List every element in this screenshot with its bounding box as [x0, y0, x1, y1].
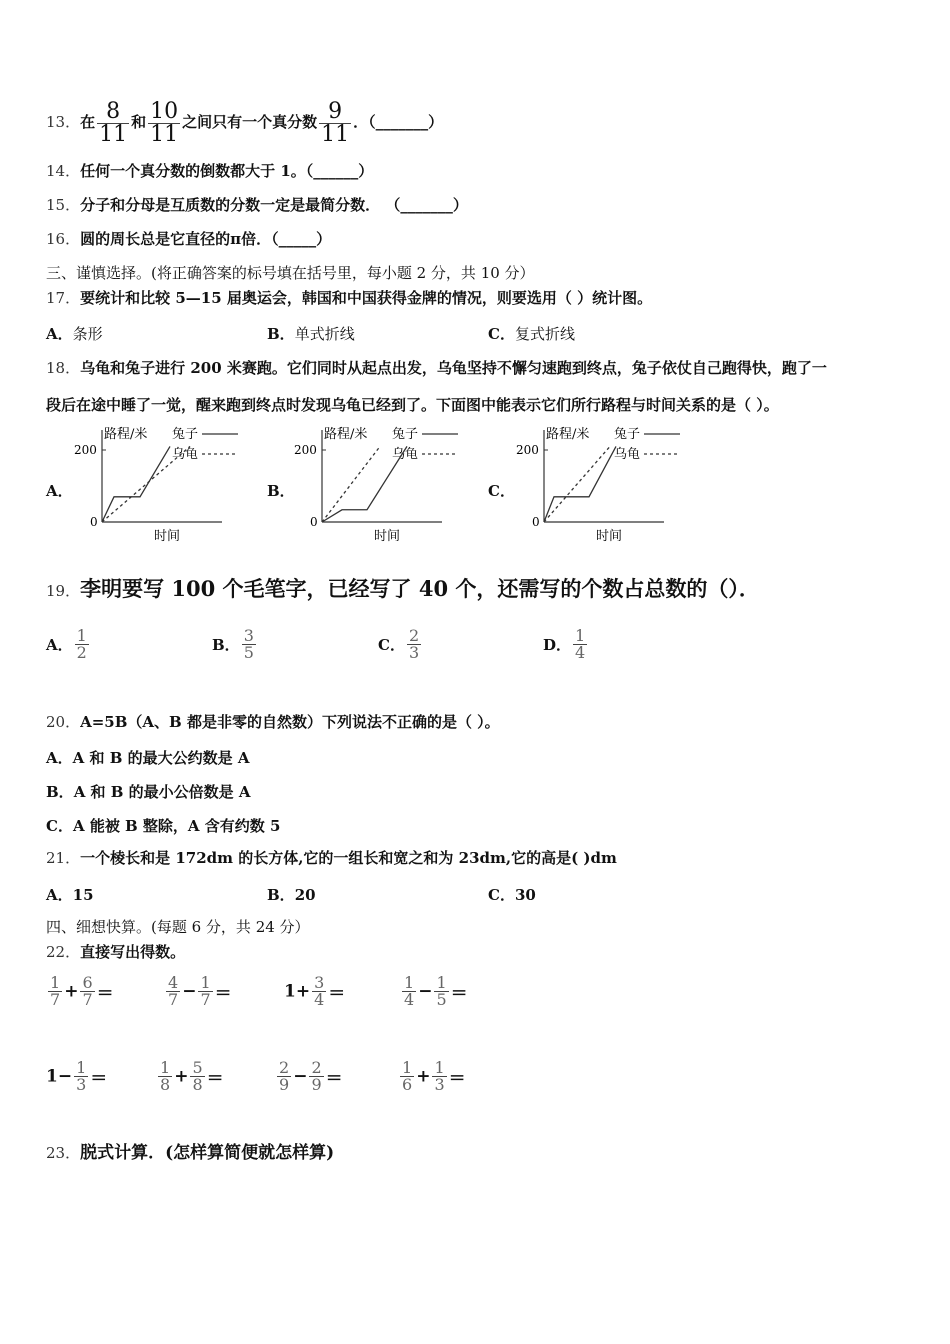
series-line-turtle — [102, 446, 190, 522]
question-19: 19．李明要写 100 个毛笔字，已经写了 40 个，还需写的个数占总数的（）． — [46, 576, 760, 601]
legend-rabbit: 兔子 — [172, 427, 199, 442]
y-axis-label: 路程/米 — [546, 427, 590, 442]
y-axis-label: 路程/米 — [104, 427, 148, 442]
fraction: $\frac{2}{3}$ — [408, 626, 420, 662]
question-23: 23．脱式计算．(怎样算简便就怎样算) — [46, 1143, 335, 1163]
q19-option-b[interactable]: B． $\frac{3}{5}$ — [212, 626, 254, 662]
calc-item: 1− $\frac{1}{3}$ ＝ — [46, 1058, 108, 1094]
fraction: $\frac{3}{5}$ — [243, 626, 254, 662]
question-14: 14．任何一个真分数的倒数都大于 1。（______） — [46, 162, 374, 180]
question-17: 17．要统计和比较 5—15 届奥运会，韩国和中国获得金牌的情况，则要选用（ ）统计图。 — [46, 289, 653, 307]
q18-option-c[interactable]: C． — [488, 482, 515, 500]
question-21: 21．一个棱长和是 172dm 的长方体,它的一组长和宽之和为 23dm,它的高是( )dm — [46, 849, 617, 867]
q18-chart-a — [72, 420, 242, 545]
fraction: $\frac{1}{2}$ — [76, 626, 87, 662]
q17-option-b[interactable]: B．单式折线 — [267, 325, 355, 343]
question-18-line2: 段后在途中睡了一觉，醒来跑到终点时发现乌龟已经到了。下面图中能表示它们所行路程与时间关系的是（ ）。 — [46, 396, 779, 414]
fraction: $\frac{9}{11}$ — [321, 98, 350, 147]
series-line-turtle — [544, 446, 610, 522]
y-tick-label: 200 — [294, 443, 317, 457]
q19-option-d[interactable]: D． $\frac{1}{4}$ — [543, 626, 586, 662]
legend-rabbit: 兔子 — [392, 427, 419, 442]
question-18: 18．乌龟和兔子进行 200 米赛跑。它们同时从起点出发，乌龟坚持不懈匀速跑到终点，兔子依仗自己跑得快，跑了一 — [46, 359, 827, 377]
x-axis-label: 时间 — [154, 529, 181, 544]
legend-turtle: 乌龟 — [614, 447, 641, 462]
origin-label: 0 — [90, 515, 98, 529]
q21-option-b[interactable]: B．20 — [267, 886, 316, 904]
series-line-rabbit — [102, 446, 170, 522]
q19-option-c[interactable]: C． $\frac{2}{3}$ — [378, 626, 420, 662]
series-line-turtle — [322, 446, 380, 522]
q18-chart-b — [292, 420, 462, 545]
legend-turtle: 乌龟 — [392, 447, 419, 462]
question-20: 20．A=5B（A、B 都是非零的自然数）下列说法不正确的是（ ）。 — [46, 713, 500, 731]
legend-turtle: 乌龟 — [172, 447, 199, 462]
legend-rabbit: 兔子 — [614, 427, 641, 442]
origin-label: 0 — [310, 515, 318, 529]
question-13: 13．在 $\frac{8}{11}$ 和 $\frac{10}{11}$ 之间只有一个真分数 $\frac{9}{11}$ ．（_______） — [46, 98, 444, 147]
q17-option-a[interactable]: A．条形 — [46, 325, 103, 343]
q20-option-c[interactable]: C．A 能被 B 整除，A 含有约数 5 — [46, 817, 281, 835]
fraction: $\frac{8}{11}$ — [99, 98, 128, 147]
y-tick-label: 200 — [516, 443, 539, 457]
calc-item: $\frac{1}{7}$ + $\frac{6}{7}$ ＝ — [50, 973, 114, 1009]
calc-item: $\frac{1}{4}$ − $\frac{1}{5}$ ＝ — [404, 973, 468, 1009]
calc-item: $\frac{4}{7}$ − $\frac{1}{7}$ ＝ — [168, 973, 232, 1009]
q17-option-c[interactable]: C．复式折线 — [488, 325, 575, 343]
q21-option-c[interactable]: C．30 — [488, 886, 536, 904]
q18-option-b[interactable]: B． — [267, 482, 295, 500]
calc-item: $\frac{1}{6}$ + $\frac{1}{3}$ ＝ — [402, 1058, 466, 1094]
fraction: $\frac{10}{11}$ — [150, 98, 179, 147]
q18-chart-c — [514, 420, 684, 545]
fraction: $\frac{1}{4}$ — [575, 626, 586, 662]
calc-item: $\frac{2}{9}$ − $\frac{2}{9}$ ＝ — [279, 1058, 343, 1094]
section-4-heading: 四、细想快算。(每题 6 分，共 24 分） — [46, 918, 310, 936]
y-axis-label: 路程/米 — [324, 427, 368, 442]
x-axis-label: 时间 — [596, 529, 623, 544]
calc-item: 1+ $\frac{3}{4}$ ＝ — [284, 973, 346, 1009]
y-tick-label: 200 — [74, 443, 97, 457]
series-line-rabbit — [544, 446, 616, 522]
x-axis-label: 时间 — [374, 529, 401, 544]
section-3-heading: 三、谨慎选择。(将正确答案的标号填在括号里，每小题 2 分，共 10 分） — [46, 264, 535, 282]
q20-option-a[interactable]: A．A 和 B 的最大公约数是 A — [46, 749, 250, 767]
question-15: 15．分子和分母是互质数的分数一定是最简分数． （_______） — [46, 196, 468, 214]
question-16: 16．圆的周长总是它直径的π倍．（_____） — [46, 230, 332, 248]
question-22: 22．直接写出得数。 — [46, 943, 186, 961]
q20-option-b[interactable]: B．A 和 B 的最小公倍数是 A — [46, 783, 251, 801]
q18-option-a[interactable]: A． — [46, 482, 73, 500]
q19-option-a[interactable]: A． $\frac{1}{2}$ — [46, 626, 87, 662]
origin-label: 0 — [532, 515, 540, 529]
q21-option-a[interactable]: A．15 — [46, 886, 94, 904]
calc-item: $\frac{1}{8}$ + $\frac{5}{8}$ ＝ — [160, 1058, 224, 1094]
